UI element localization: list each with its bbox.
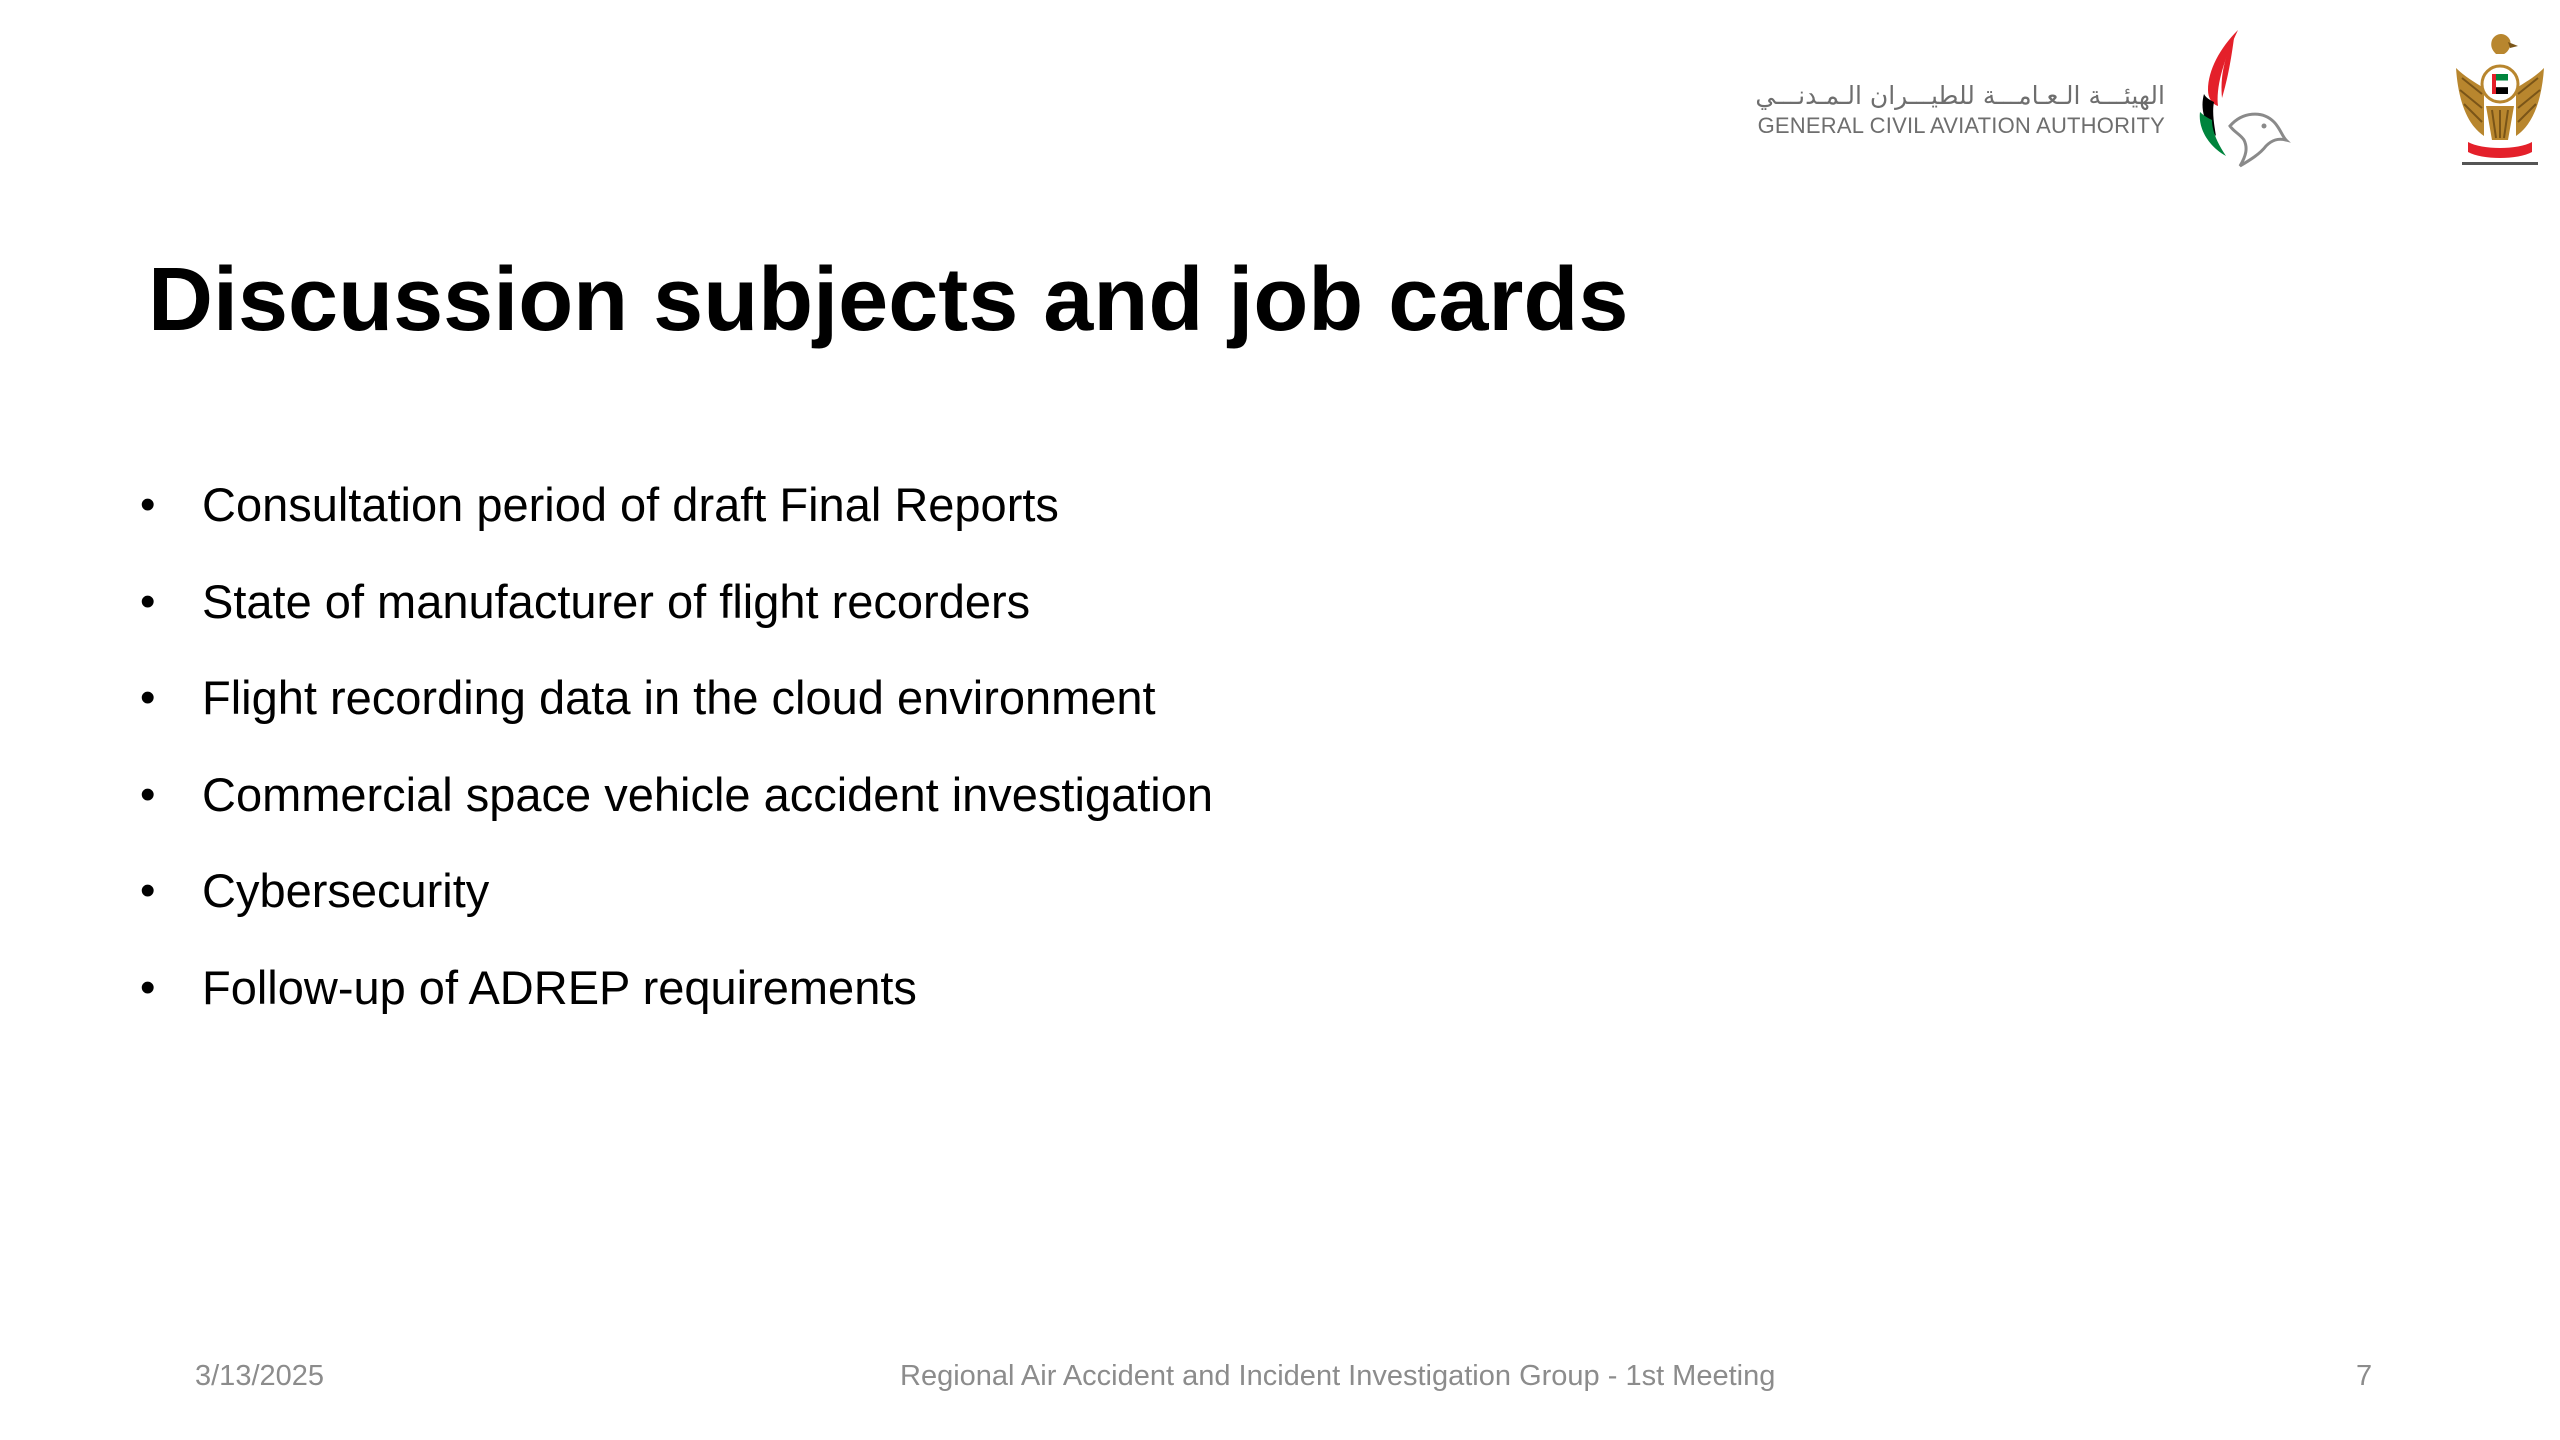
bullet-icon: •	[140, 866, 156, 915]
bullet-text: Commercial space vehicle accident investigation	[202, 767, 1213, 821]
bullet-text: Flight recording data in the cloud environment	[202, 671, 1156, 724]
bullet-text: Cybersecurity	[202, 864, 490, 917]
bullet-text: State of manufacturer of flight recorders	[202, 574, 1031, 628]
list-item	[140, 953, 1213, 1050]
footer-event-title: Regional Air Accident and Incident Investigation Group - 1st Meeting	[900, 1360, 1776, 1392]
bullet-icon: •	[140, 576, 156, 626]
slide-title: Discussion subjects and job cards	[148, 250, 1629, 350]
gcaa-name-arabic: الهيئـــة الـعـامـــة للطيـــران الـمـدنـــي	[1755, 81, 2165, 110]
bullet-icon: •	[140, 769, 156, 819]
list-item	[140, 856, 1213, 953]
bullet-icon: •	[140, 480, 156, 529]
uae-federal-emblem-icon	[2448, 28, 2552, 170]
list-item	[140, 567, 1213, 664]
bullet-list	[140, 470, 1213, 1049]
bullet-icon: •	[140, 962, 156, 1012]
bullet-text: Consultation period of draft Final Reports	[202, 478, 1059, 531]
list-item	[140, 470, 1213, 567]
list-item	[140, 663, 1213, 760]
page-number: 7	[2356, 1360, 2373, 1392]
list-item	[140, 760, 1213, 857]
bullet-icon: •	[140, 673, 156, 722]
footer-date: 3/13/2025	[195, 1360, 325, 1392]
bullet-text: Follow-up of ADREP requirements	[202, 960, 917, 1014]
gcaa-falcon-logo-icon	[2190, 28, 2300, 173]
gcaa-name-english: GENERAL CIVIL AVIATION AUTHORITY	[1757, 113, 2165, 138]
gcaa-logo	[1750, 28, 2300, 173]
